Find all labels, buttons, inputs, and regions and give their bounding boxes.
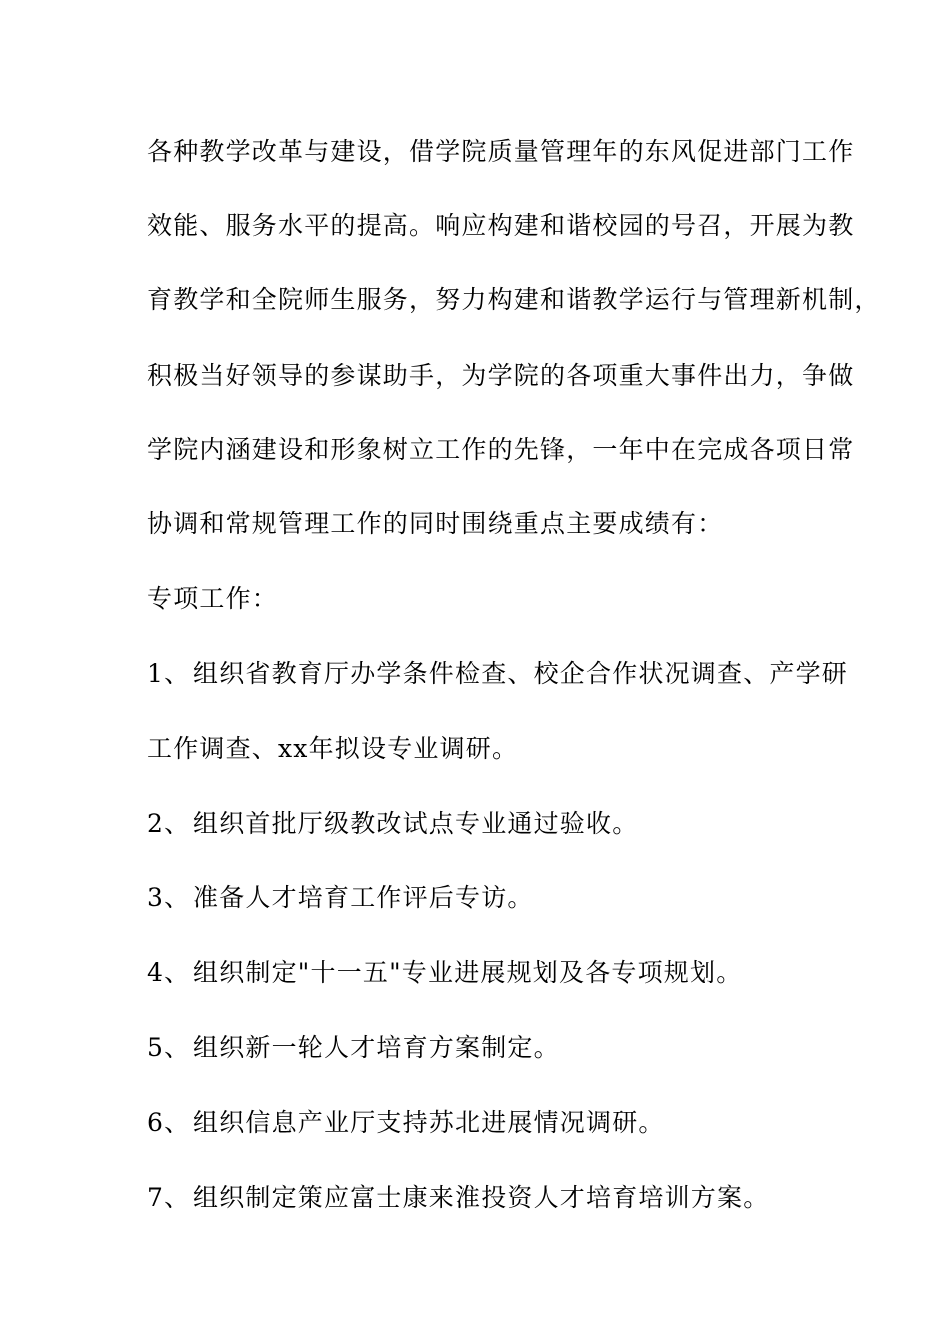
paragraph-line: 积极当好领导的参谋助手，为学院的各项重大事件出力，争做 xyxy=(147,361,855,390)
list-item xyxy=(147,1033,560,1063)
list-item-continuation: 工作调查、xx年拟设专业调研。 xyxy=(147,734,519,763)
paragraph-line: 育教学和全院师生服务，努力构建和谐教学运行与管理新机制， xyxy=(147,285,881,314)
item-text: 组织新一轮人才培育方案制定。 xyxy=(193,1033,560,1062)
list-item xyxy=(147,958,742,988)
item-text: 组织省教育厅办学条件检查、校企合作状况调查、产学研 xyxy=(193,659,849,688)
section-heading: 专项工作： xyxy=(147,584,279,613)
item-number: 2、 xyxy=(147,809,191,838)
paragraph-line: 协调和常规管理工作的同时围绕重点主要成绩有： xyxy=(147,509,724,538)
list-item xyxy=(147,1183,769,1213)
list-item xyxy=(147,659,848,689)
list-item xyxy=(147,809,638,839)
paragraph-line: 效能、服务水平的提高。响应构建和谐校园的号召，开展为教 xyxy=(147,211,855,240)
item-text: 准备人才培育工作评后专访。 xyxy=(193,883,534,912)
item-number: 3、 xyxy=(147,883,191,912)
item-text: 组织制定策应富士康来淮投资人才培育培训方案。 xyxy=(193,1183,770,1212)
item-number: 5、 xyxy=(147,1033,191,1062)
list-item xyxy=(147,883,534,913)
item-text: 组织首批厅级教改试点专业通过验收。 xyxy=(193,809,639,838)
list-item xyxy=(147,1108,665,1138)
paragraph-line: 学院内涵建设和形象树立工作的先锋，一年中在完成各项日常 xyxy=(147,435,855,464)
item-text: 组织信息产业厅支持苏北进展情况调研。 xyxy=(193,1108,665,1137)
item-number: 7、 xyxy=(147,1183,191,1212)
item-text: 组织制定"十一五"专业进展规划及各专项规划。 xyxy=(193,958,743,987)
item-number: 6、 xyxy=(147,1108,191,1137)
item-number: 1、 xyxy=(147,659,191,688)
item-number: 4、 xyxy=(147,958,191,987)
paragraph-line: 各种教学改革与建设，借学院质量管理年的东风促进部门工作 xyxy=(147,137,855,166)
